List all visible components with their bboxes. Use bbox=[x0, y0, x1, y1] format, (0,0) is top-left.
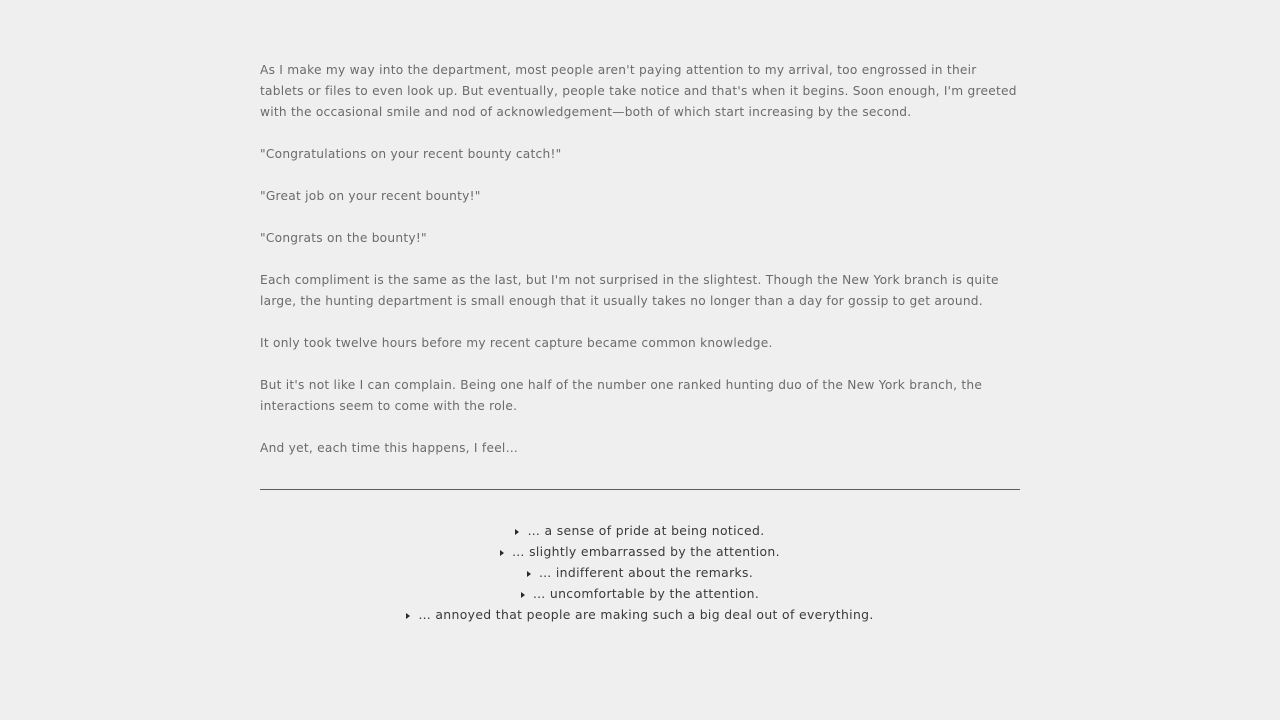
choice-annoyed[interactable] bbox=[260, 604, 1020, 625]
choice-uncomfortable[interactable] bbox=[260, 583, 1020, 604]
story-paragraph: "Congratulations on your recent bounty catch!" bbox=[260, 147, 562, 161]
triangle-right-icon bbox=[500, 550, 504, 556]
choice-embarrassed[interactable] bbox=[260, 541, 1020, 562]
story-paragraph: And yet, each time this happens, I feel… bbox=[260, 441, 519, 455]
choice-label: … a sense of pride at being noticed. bbox=[527, 523, 765, 538]
choice-pride[interactable] bbox=[260, 520, 1020, 541]
story-paragraph: Each compliment is the same as the last, but I'm not surprised in the slightest. Though the New York branch is quite large, the hunting department is small enough that it usually takes no longer than a day for gossip to get around. bbox=[260, 273, 999, 308]
story-paragraph: "Congrats on the bounty!" bbox=[260, 231, 427, 245]
triangle-right-icon bbox=[527, 571, 531, 577]
story-paragraph: But it's not like I can complain. Being one half of the number one ranked hunting duo of the New York branch, the interactions seem to come with the role. bbox=[260, 378, 983, 413]
choice-label: … slightly embarrassed by the attention. bbox=[512, 544, 780, 559]
choice-divider bbox=[260, 489, 1020, 490]
choice-label: … annoyed that people are making such a big deal out of everything. bbox=[418, 607, 874, 622]
choice-list bbox=[260, 520, 1020, 625]
triangle-right-icon bbox=[515, 529, 519, 535]
story-paragraph: As I make my way into the department, most people aren't paying attention to my arrival, too engrossed in their tablets or files to even look up. But eventually, people take notice and that's when it begins. Soon enough, I'm greeted with the occasional smile and nod of acknowledgement—both of which start increasing by the second. bbox=[260, 63, 1017, 119]
triangle-right-icon bbox=[521, 592, 525, 598]
story-paragraph: It only took twelve hours before my recent capture became common knowledge. bbox=[260, 336, 773, 350]
story-text bbox=[260, 60, 1020, 480]
triangle-right-icon bbox=[406, 613, 410, 619]
story-paragraph: "Great job on your recent bounty!" bbox=[260, 189, 481, 203]
choice-indifferent[interactable] bbox=[260, 562, 1020, 583]
choice-label: … indifferent about the remarks. bbox=[538, 565, 754, 580]
choice-label: … uncomfortable by the attention. bbox=[532, 586, 760, 601]
